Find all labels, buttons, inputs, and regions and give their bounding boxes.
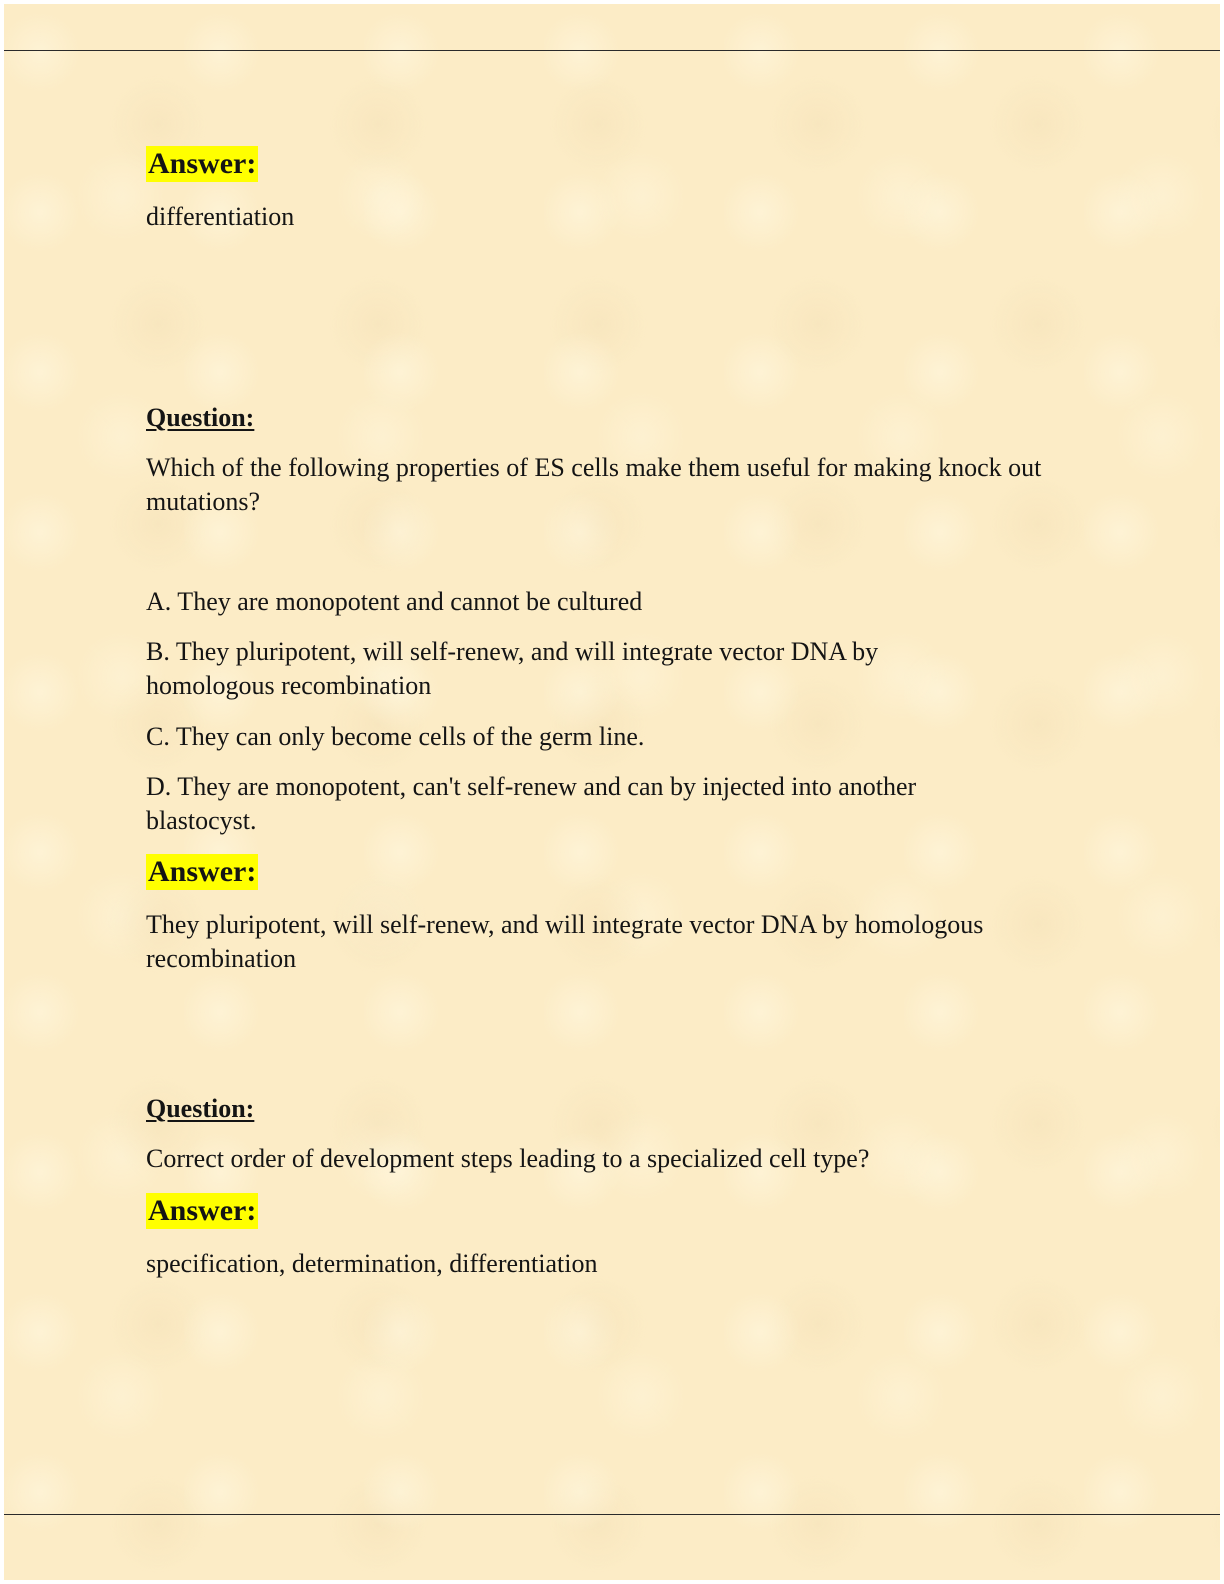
question-label: Question:	[146, 403, 255, 432]
document-page	[4, 4, 1220, 1580]
question-text-3	[146, 1142, 1076, 1176]
question-text: Which of the following properties of ES cells make them useful for making knock out mutations?	[146, 453, 1042, 516]
option-b	[146, 635, 946, 703]
answer-heading-3	[146, 1193, 1076, 1229]
top-divider	[4, 50, 1220, 51]
answer-text: differentiation	[146, 202, 295, 231]
option-a	[146, 585, 1076, 619]
answer-text-3	[146, 1247, 1076, 1281]
answer-text-1	[146, 200, 1076, 234]
answer-label: Answer:	[148, 147, 257, 180]
option-c	[146, 720, 1076, 754]
question-text: Correct order of development steps leading to a specialized cell type?	[146, 1144, 870, 1173]
answer-text: specification, determination, differentiation	[146, 1249, 598, 1278]
answer-heading-2	[146, 854, 1076, 890]
question-heading-2	[146, 402, 1076, 434]
answer-label: Answer:	[148, 1194, 257, 1227]
question-label: Question:	[146, 1094, 255, 1123]
question-text-2	[146, 451, 1066, 519]
answer-label: Answer:	[148, 855, 257, 888]
bottom-divider	[4, 1514, 1220, 1515]
option-text: D. They are monopotent, can't self-renew and can by injected into another blastocyst.	[146, 772, 917, 835]
question-heading-3	[146, 1093, 1076, 1125]
option-text: B. They pluripotent, will self-renew, and will integrate vector DNA by homologous recombination	[146, 637, 879, 700]
answer-heading-1	[146, 146, 1076, 182]
answer-text: They pluripotent, will self-renew, and will integrate vector DNA by homologous recombination	[146, 910, 984, 973]
option-text: C. They can only become cells of the germ line.	[146, 722, 645, 751]
option-text: A. They are monopotent and cannot be cultured	[146, 587, 643, 616]
option-d	[146, 770, 986, 838]
answer-text-2	[146, 908, 1056, 976]
